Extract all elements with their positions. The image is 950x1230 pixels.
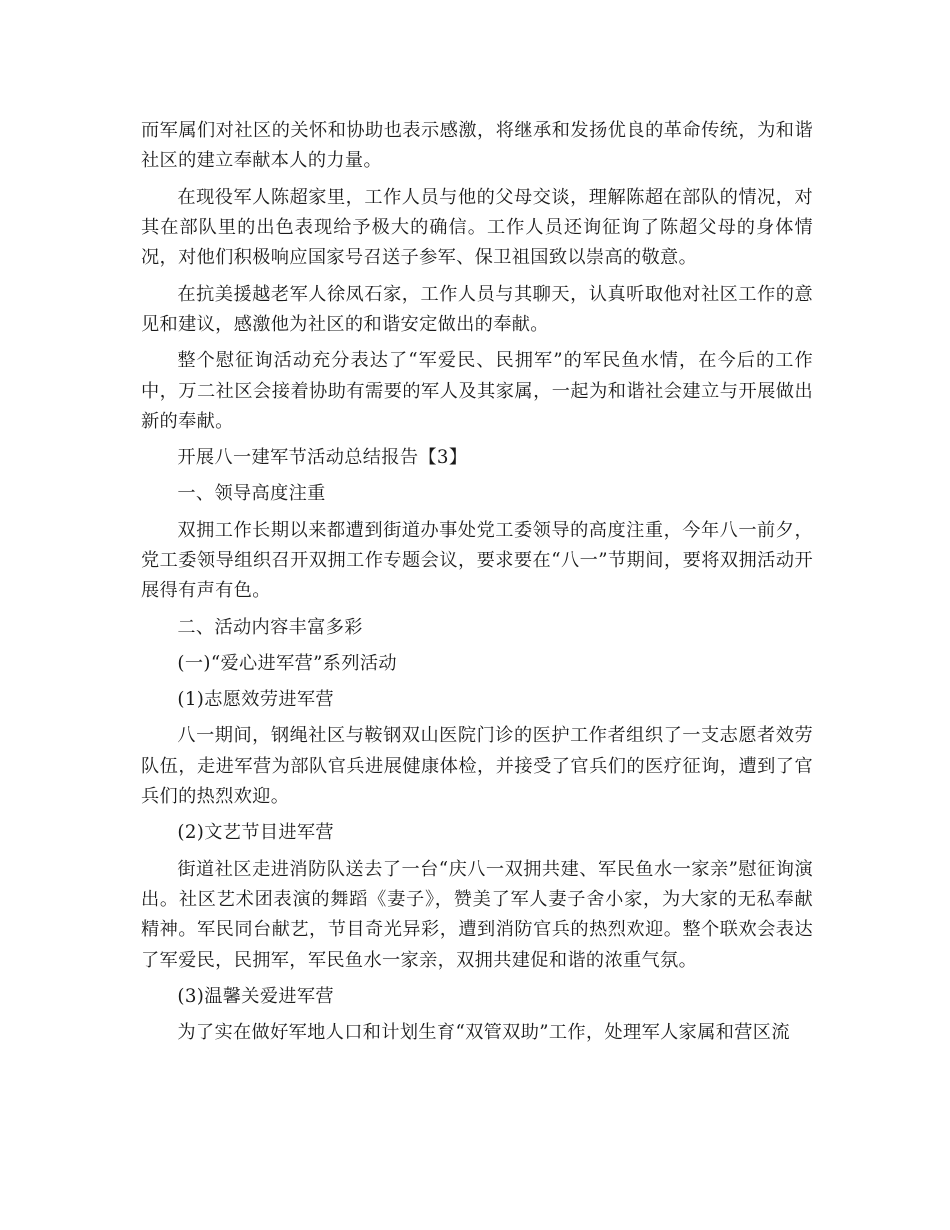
paragraph-care: 为了实在做好军地人口和计划生育“双管双助”工作，处理军人家属和营区流 xyxy=(177,1022,790,1044)
document-body xyxy=(141,116,813,1054)
heading-leadership: 一、领导高度注重 xyxy=(177,483,326,505)
item-heading-performance: (2)文艺节目进军营 xyxy=(177,822,334,844)
paragraph-activity-summary: 整个慰征询活动充分表达了“军爱民、民拥军”的军民鱼水情，在今后的工作中，万二社区会接着协助有需要的军人及其家属，一起为和谐社会建立与开展做出新的奉献。 xyxy=(141,350,813,433)
item-heading-care: (3)温馨关爱进军营 xyxy=(177,985,334,1007)
section-title-report-3: 开展八一建军节活动总结报告【3】 xyxy=(177,447,468,469)
paragraph-chen-chao-visit: 在现役军人陈超家里，工作人员与他的父母交谈，理解陈超在部队的情况，对其在部队里的出色表现给予极大的确信。工作人员还询征询了陈超父母的身体情况，对他们积极响应国家号召送子参军、保卫祖国致以崇高的敬意。 xyxy=(141,186,813,269)
paragraph-leadership: 双拥工作长期以来都遭到街道办事处党工委领导的高度注重，今年八一前夕，党工委领导组织召开双拥工作专题会议，要求要在“八一”节期间，要将双拥活动开展得有声有色。 xyxy=(141,519,813,602)
paragraph-volunteer: 八一期间，钢绳社区与鞍钢双山医院门诊的医护工作者组织了一支志愿者效劳队伍，走进军营为部队官兵进展健康体检，并接受了官兵们的医疗征询，遭到了官兵们的热烈欢迎。 xyxy=(141,725,813,808)
item-heading-volunteer: (1)志愿效劳进军营 xyxy=(177,689,334,711)
paragraph-performance: 街道社区走进消防队送去了一台“庆八一双拥共建、军民鱼水一家亲”慰征询演出。社区艺术团表演的舞蹈《妻子》，赞美了军人妻子舍小家，为大家的无私奉献精神。军民同台献艺，节目奇光异彩，遭到消防官兵的热烈欢迎。整个联欢会表达了军爱民，民拥军，军民鱼水一家亲，双拥共建促和谐的浓重气氛。 xyxy=(141,858,813,971)
subheading-love-into-barracks: (一)“爱心进军营”系列活动 xyxy=(177,652,397,674)
heading-activities: 二、活动内容丰富多彩 xyxy=(177,616,363,638)
paragraph-continuation: 而军属们对社区的关怀和协助也表示感激，将继承和发扬优良的革命传统，为和谐社区的建立奉献本人的力量。 xyxy=(141,120,813,172)
paragraph-xu-fengshi-visit: 在抗美援越老军人徐凤石家，工作人员与其聊天，认真听取他对社区工作的意见和建议，感激他为社区的和谐安定做出的奉献。 xyxy=(141,283,813,336)
